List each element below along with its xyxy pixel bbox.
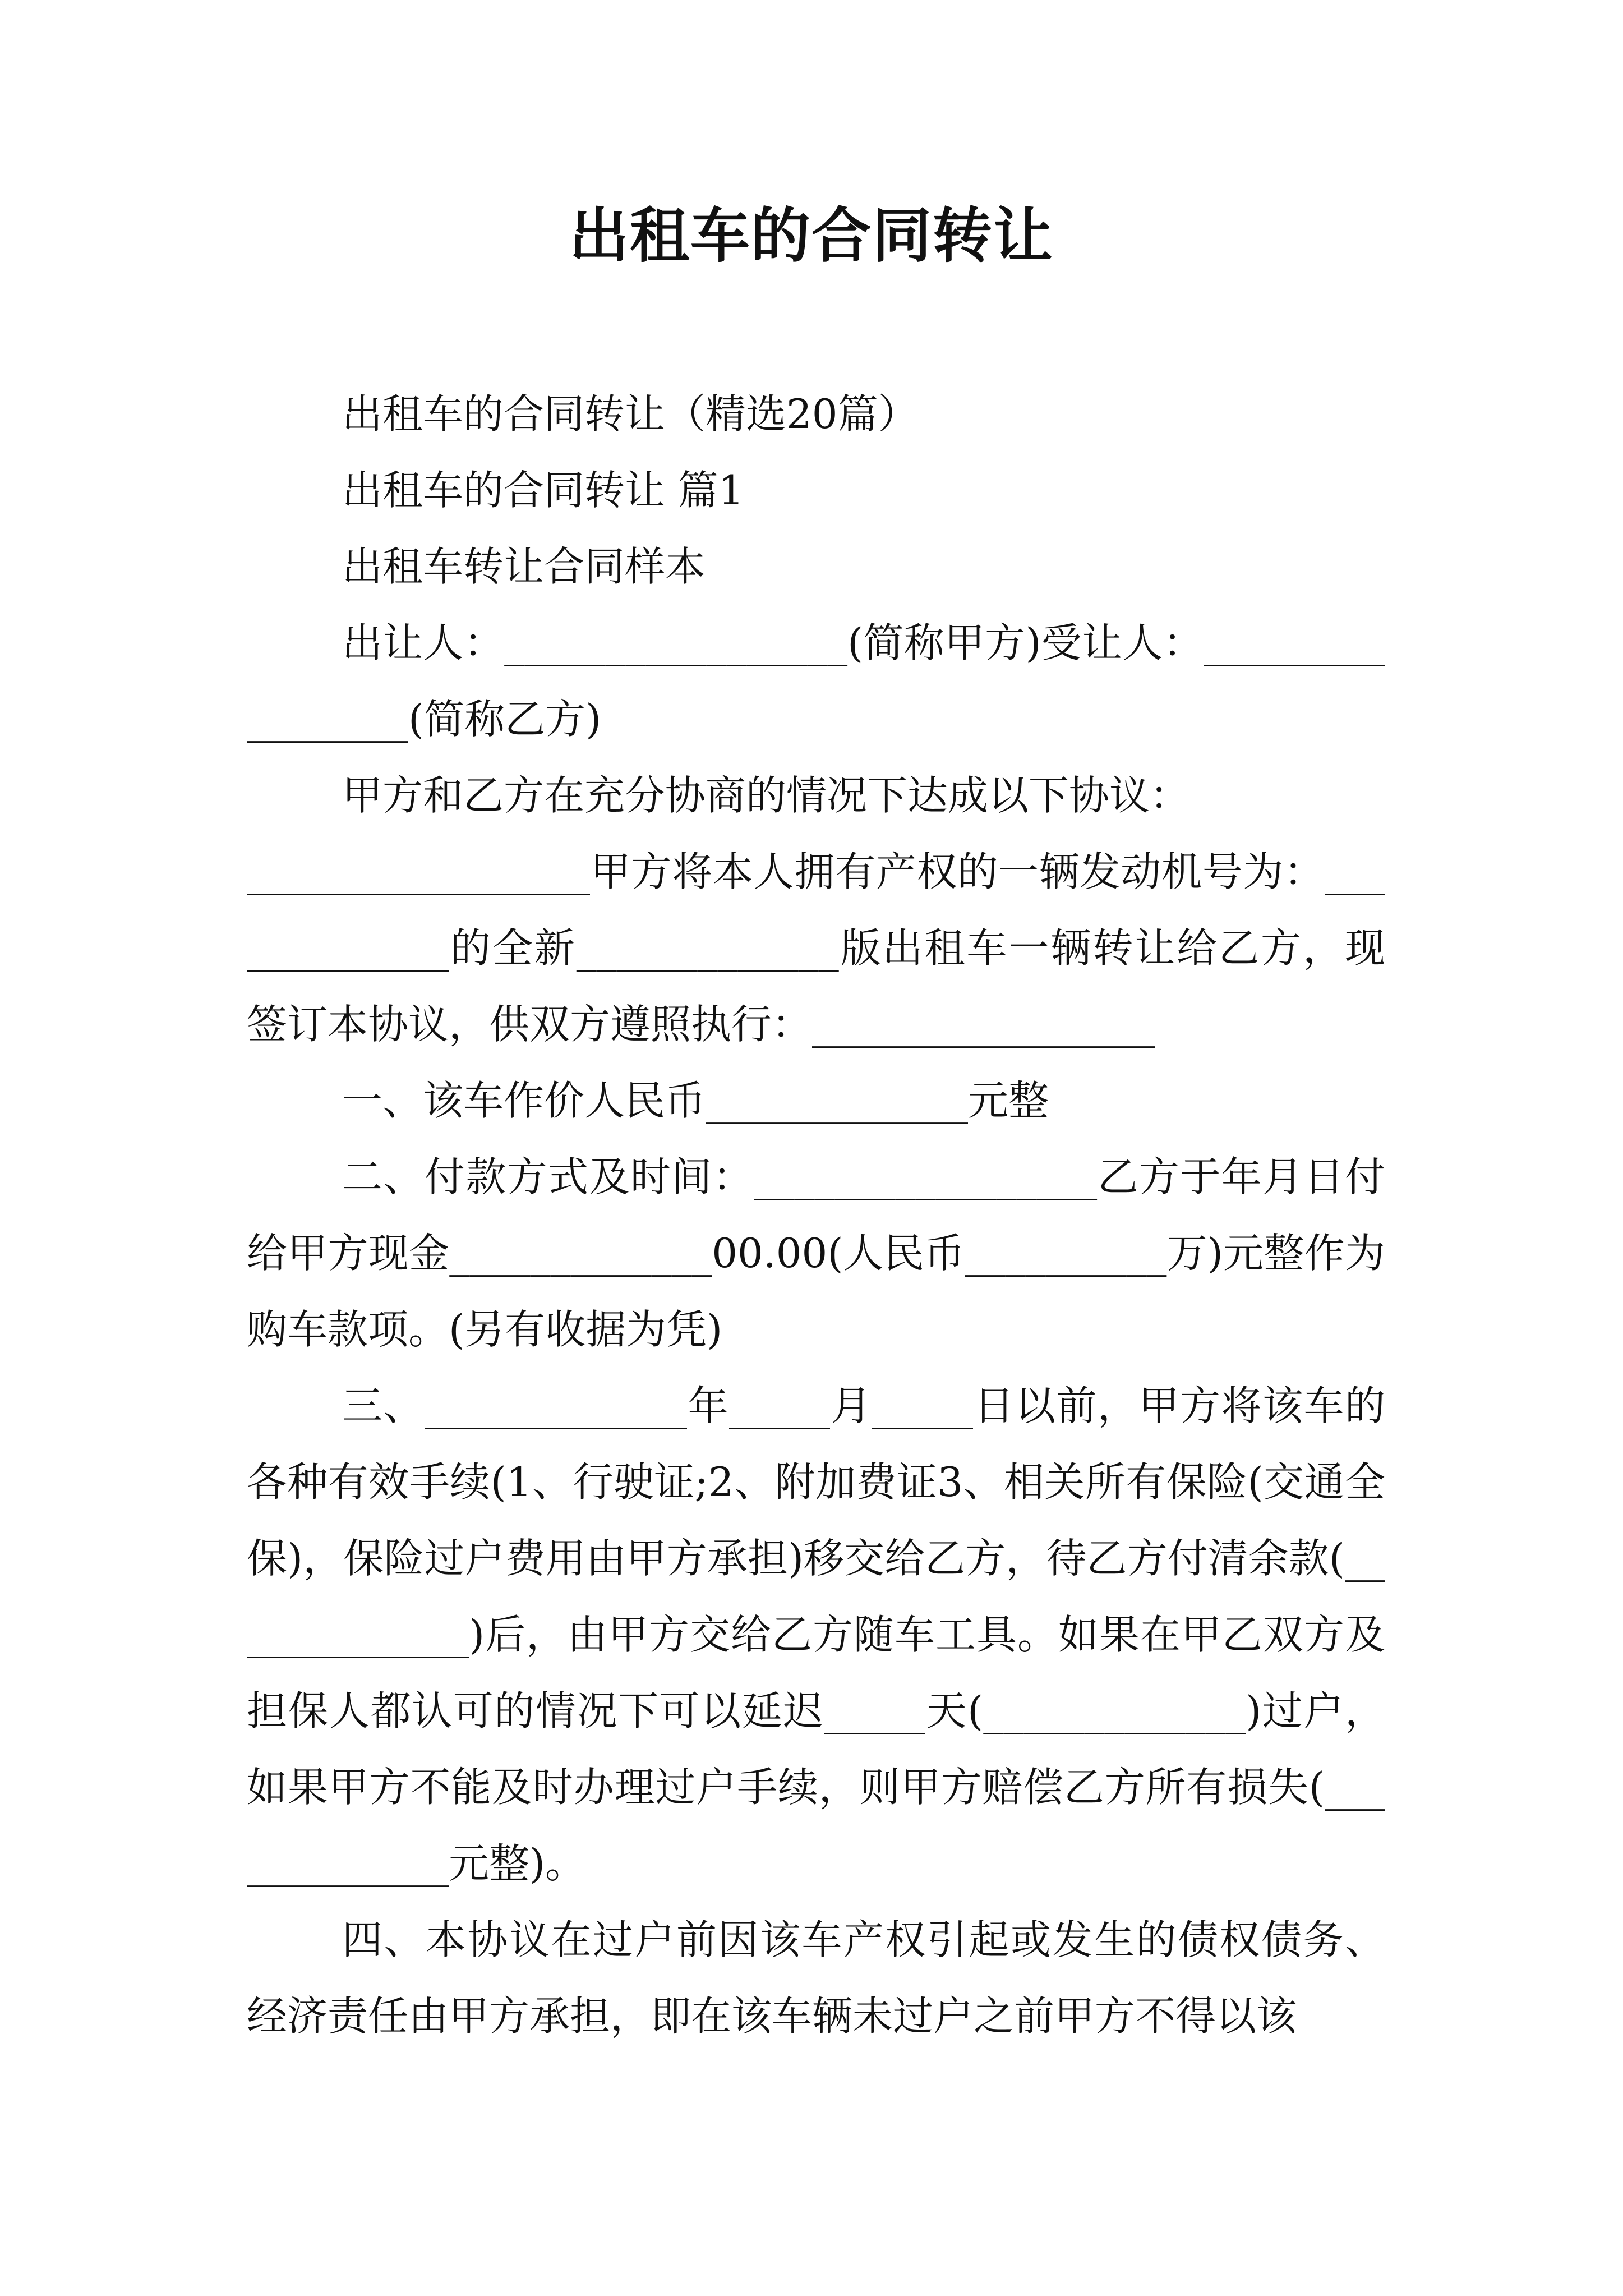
paragraph-clause-4: 四、本协议在过户前因该车产权引起或发生的债权债务、经济责任由甲方承担，即在该车辆未过户之前甲方不得以该 bbox=[247, 1916, 1385, 2040]
document-title: 出租车的合同转让 bbox=[569, 200, 1054, 270]
paragraph-parties: 出让人：_________________(简称甲方)受让人：_________________(简称乙方) bbox=[247, 619, 1385, 743]
paragraph-heading-part1: 出租车的合同转让 篇1 bbox=[342, 467, 744, 514]
paragraph-transfer: _________________甲方将本人拥有产权的一辆发动机号为：_____________的全新_____________版出租车一辆转让给乙方，现签订本协议，供双方遵照执行：_________________ bbox=[247, 848, 1385, 1048]
paragraph-clause-3: 三、_____________年_____月_____日以前，甲方将该车的各种有效手续(1、行驶证;2、附加费证3、相关所有保险(交通全保)，保险过户费用由甲方承担)移交给乙方，待乙方付清余款(_____________)后，由甲方交给乙方随车工具。如果在甲乙双方及担保人都认可的情况下可以延迟_____天(_____________)过户，如果甲方不能及时办理过户手续，则甲方赔偿乙方所有损失(_____________元整)。 bbox=[247, 1382, 1385, 1887]
paragraph-heading-selection: 出租车的合同转让（精选20篇） bbox=[342, 390, 919, 438]
paragraph-intro: 甲方和乙方在充分协商的情况下达成以下协议： bbox=[342, 772, 1191, 819]
paragraph-clause-2: 二、付款方式及时间：_________________乙方于年月日付给甲方现金_____________00.00(人民币__________万)元整作为购车款项。(另有收据为凭) bbox=[247, 1153, 1385, 1353]
paragraph-clause-1: 一、该车作价人民币_____________元整 bbox=[342, 1077, 1049, 1124]
document-body bbox=[247, 376, 1385, 2054]
paragraph-heading-sample: 出租车转让合同样本 bbox=[342, 543, 706, 590]
